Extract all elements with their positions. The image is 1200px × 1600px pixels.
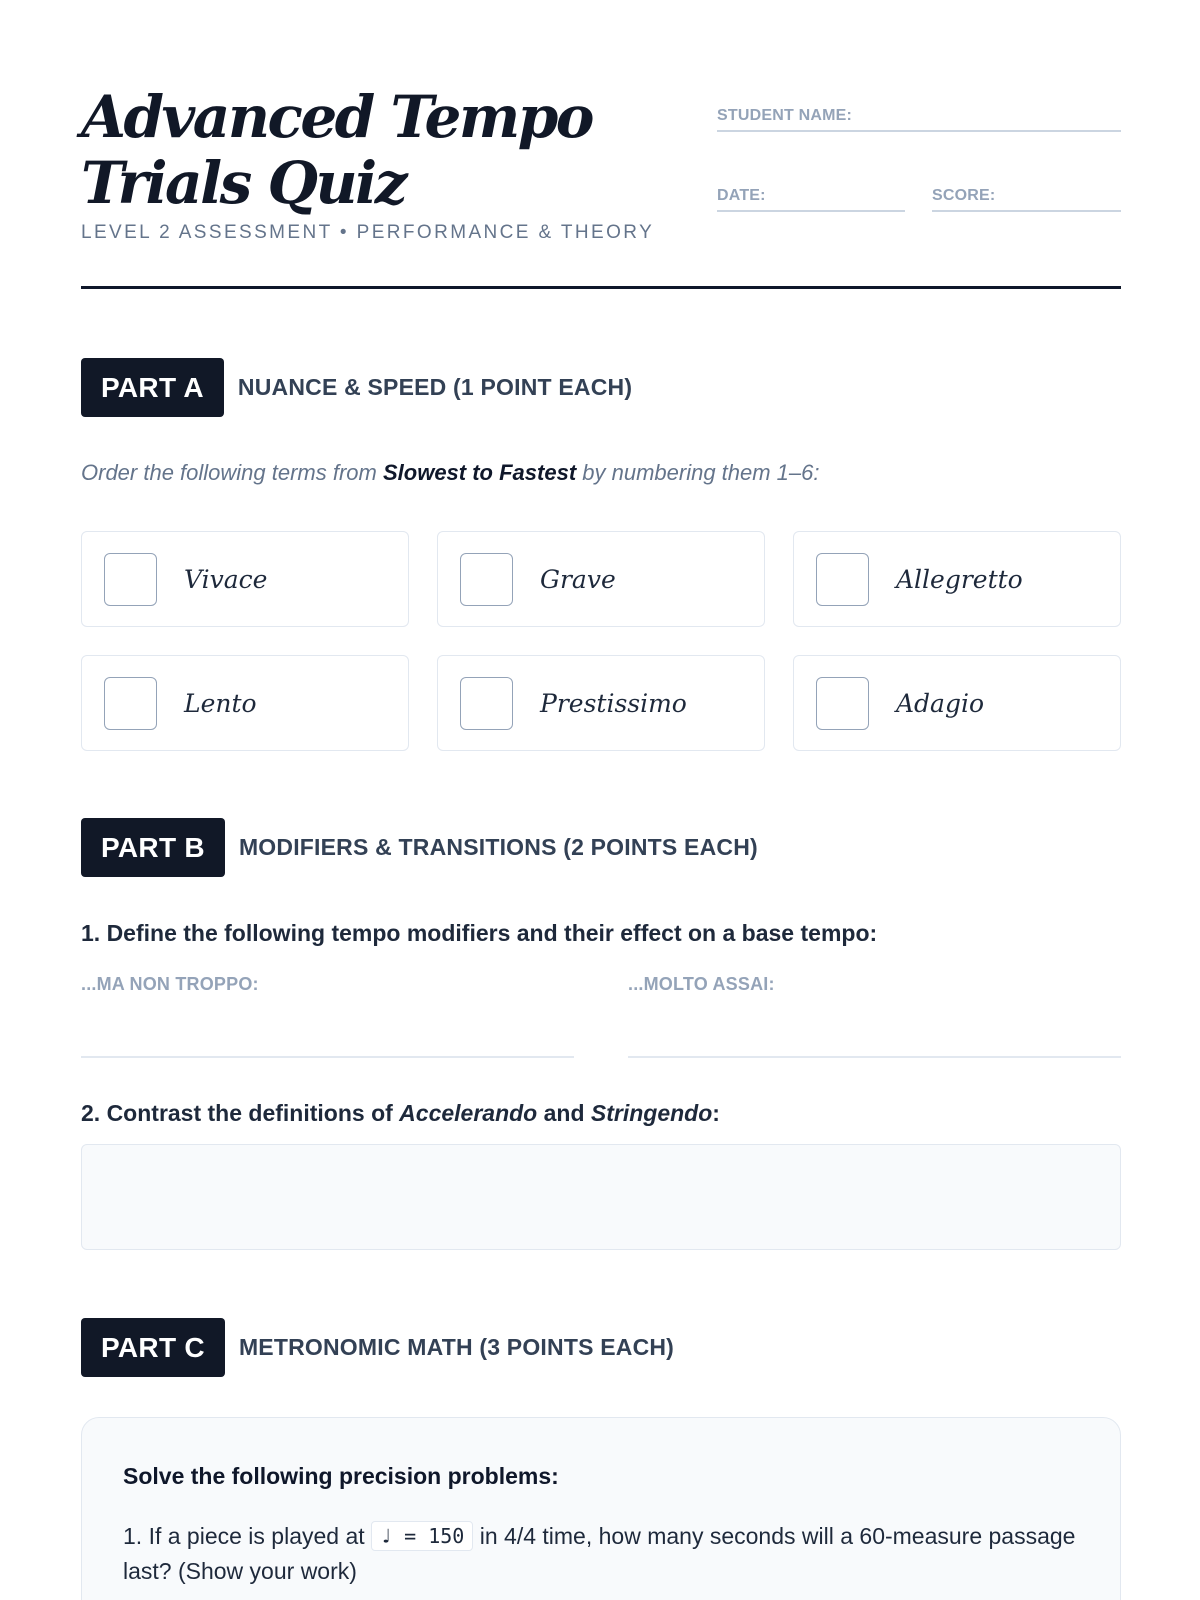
quiz-header <box>81 0 1121 290</box>
math-problems-panel <box>81 1417 1121 1600</box>
date-field[interactable] <box>717 182 905 212</box>
term-card <box>437 655 765 751</box>
rank-box[interactable] <box>816 677 869 730</box>
tempo-marking: ♩ = 150 <box>371 1521 473 1551</box>
student-name-field[interactable] <box>717 102 1121 132</box>
term-card <box>437 531 765 627</box>
student-name-label: STUDENT NAME: <box>717 107 853 124</box>
instruction-emphasis: Slowest to Fastest <box>382 460 577 485</box>
term-label: Vivace <box>184 564 268 594</box>
instruction-text-start: Order the following terms from <box>81 460 383 485</box>
date-label: DATE: <box>717 187 766 204</box>
header-divider <box>81 286 1121 289</box>
rank-box[interactable] <box>104 553 157 606</box>
part-c-title: METRONOMIC MATH (3 POINTS EACH) <box>238 1334 675 1360</box>
ma-non-troppo-label: ...MA NON TROPPO: <box>81 974 259 994</box>
part-a-header <box>81 358 632 417</box>
rank-box[interactable] <box>460 553 513 606</box>
math-heading: Solve the following precision problems: <box>123 1463 559 1489</box>
q2-text-mid: and <box>537 1100 591 1126</box>
molto-assai-answer[interactable] <box>628 974 1121 1058</box>
part-b-title: MODIFIERS & TRANSITIONS (2 POINTS EACH) <box>238 834 758 860</box>
score-field[interactable] <box>932 182 1121 212</box>
term-label: Prestissimo <box>540 688 687 718</box>
math-q1-text-end: in 4/4 time, how many seconds will a 60-measure passage last? (Show your work) <box>123 1523 1076 1584</box>
part-b-question-2 <box>81 1100 720 1127</box>
q2-text-end: : <box>712 1100 720 1126</box>
rank-box[interactable] <box>104 677 157 730</box>
part-b-header <box>81 818 758 877</box>
term-card <box>81 655 409 751</box>
part-c-badge: PART C <box>81 1318 225 1377</box>
math-question-1 <box>123 1519 1083 1589</box>
tempo-terms-grid <box>81 531 1121 751</box>
quiz-subtitle: LEVEL 2 ASSESSMENT • PERFORMANCE & THEORY <box>81 222 655 243</box>
q2-term-accelerando: Accelerando <box>399 1100 538 1126</box>
instruction-text-end: by numbering them 1–6: <box>576 460 820 485</box>
molto-assai-label: ...MOLTO ASSAI: <box>628 974 775 994</box>
term-label: Grave <box>540 564 616 594</box>
part-b-badge: PART B <box>81 818 225 877</box>
quiz-title: Advanced Tempo Trials Quiz <box>81 83 592 217</box>
q2-text-start: 2. Contrast the definitions of <box>81 1100 400 1126</box>
q2-term-stringendo: Stringendo <box>590 1100 713 1126</box>
part-b-question-1: 1. Define the following tempo modifiers and their effect on a base tempo: <box>81 920 878 946</box>
term-label: Adagio <box>896 688 985 718</box>
contrast-answer-box[interactable] <box>81 1144 1121 1250</box>
part-a-badge: PART A <box>81 358 224 417</box>
part-a-instruction <box>81 460 820 486</box>
term-card <box>793 655 1121 751</box>
rank-box[interactable] <box>816 553 869 606</box>
term-label: Lento <box>184 688 257 718</box>
term-label: Allegretto <box>896 564 1023 594</box>
ma-non-troppo-answer[interactable] <box>81 974 574 1058</box>
score-label: SCORE: <box>932 187 996 204</box>
rank-box[interactable] <box>460 677 513 730</box>
part-a-title: NUANCE & SPEED (1 POINT EACH) <box>237 374 633 400</box>
term-card <box>81 531 409 627</box>
part-c-header <box>81 1318 674 1377</box>
term-card <box>793 531 1121 627</box>
math-q1-text-start: 1. If a piece is played at <box>123 1523 372 1549</box>
quiz-page <box>81 0 1121 1584</box>
